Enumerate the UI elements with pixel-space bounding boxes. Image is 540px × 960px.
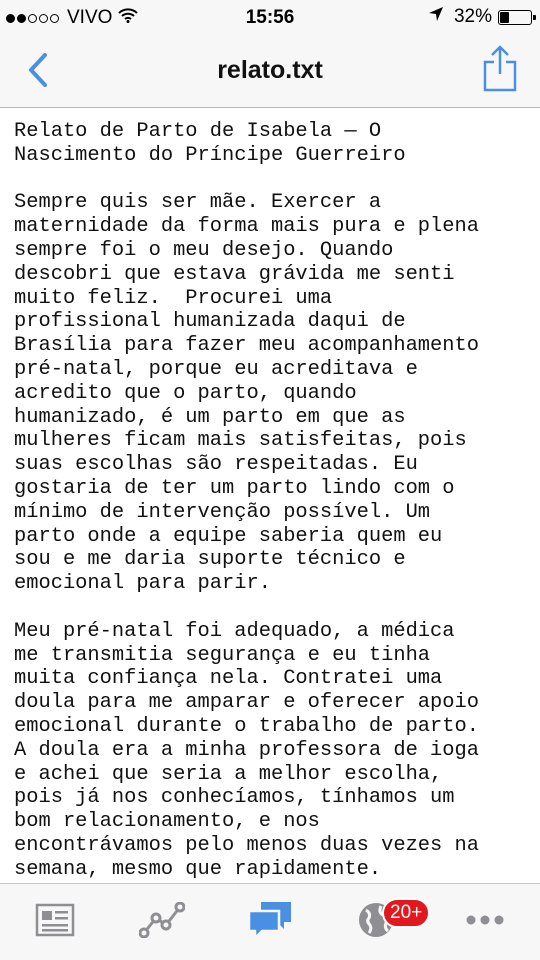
text-line: sempre foi o meu desejo. Quando [14, 238, 394, 262]
text-line: Sempre quis ser mãe. Exercer a [14, 191, 382, 215]
tab-activity[interactable] [136, 898, 188, 946]
more-icon [465, 913, 505, 931]
tab-bar [0, 883, 540, 960]
text-line: e achei que seria a melhor escolha, [14, 762, 443, 786]
text-line: sou e me daria suporte técnico e [14, 548, 406, 572]
text-line: emocional durante o trabalho de parto. [14, 714, 479, 738]
tab-messages[interactable] [244, 898, 296, 946]
text-line: muito feliz. Procurei uma [14, 286, 333, 310]
text-line: acredito que o parto, quando [14, 381, 357, 405]
tab-news-feed[interactable] [29, 898, 81, 946]
text-line: A doula era a minha professora de ioga [14, 738, 479, 762]
share-button[interactable] [478, 44, 522, 96]
text-line: gostaria de ter um parto lindo com o [14, 476, 455, 500]
text-line: Relato de Parto de Isabela — O [14, 120, 382, 143]
text-line: bom relacionamento, e nos [14, 810, 320, 834]
text-line: emocional para parir. [14, 572, 271, 596]
text-line: pois já nos conhecíamos, tínhamos um [14, 786, 455, 810]
document-text [0, 108, 540, 882]
document-viewer[interactable] [0, 108, 540, 883]
document-title: relato.txt [217, 56, 323, 84]
share-icon [482, 44, 518, 97]
status-bar [0, 0, 540, 36]
text-line: mulheres ficam mais satisfeitas, pois [14, 429, 467, 453]
carrier-name: VIVO [67, 7, 113, 28]
text-line: encontrávamos pelo menos duas vezes na [14, 833, 479, 857]
status-time: 15:56 [245, 7, 295, 28]
location-arrow-icon [428, 6, 444, 28]
text-line: semana, mesmo que rapidamente. [14, 857, 382, 881]
text-line: pré-natal, porque eu acreditava e [14, 357, 418, 381]
text-line: profissional humanizada daqui de [14, 310, 406, 334]
text-line: Brasília para fazer meu acompanhamento [14, 334, 479, 358]
text-line: Nascimento do Príncipe Guerreiro [14, 143, 406, 167]
news-feed-icon [35, 903, 75, 942]
text-line: humanizado, é um parto em que as [14, 405, 406, 429]
text-line: parto onde a equipe saberia quem eu [14, 524, 443, 548]
text-line: doula para me amparar e oferecer apoio [14, 691, 479, 715]
tab-more[interactable] [459, 898, 511, 946]
messages-icon [247, 900, 293, 945]
text-line: muita confiança nela. Contratei uma [14, 667, 443, 691]
battery-icon [498, 10, 532, 25]
text-line: Meu pré-natal foi adequado, a médica [14, 619, 455, 643]
status-right [428, 6, 532, 28]
text-line: maternidade da forma mais pura e plena [14, 215, 479, 239]
notification-badge: 20+ [382, 898, 430, 928]
battery-percent: 32% [453, 6, 492, 27]
text-line: me transmitia segurança e eu tinha [14, 643, 431, 667]
text-line: mínimo de intervenção possível. Um [14, 500, 431, 524]
text-line: suas escolhas são respeitadas. Eu [14, 453, 418, 477]
activity-graph-icon [139, 902, 185, 943]
text-line: descobri que estava grávida me senti [14, 262, 455, 286]
navigation-bar [0, 36, 540, 108]
